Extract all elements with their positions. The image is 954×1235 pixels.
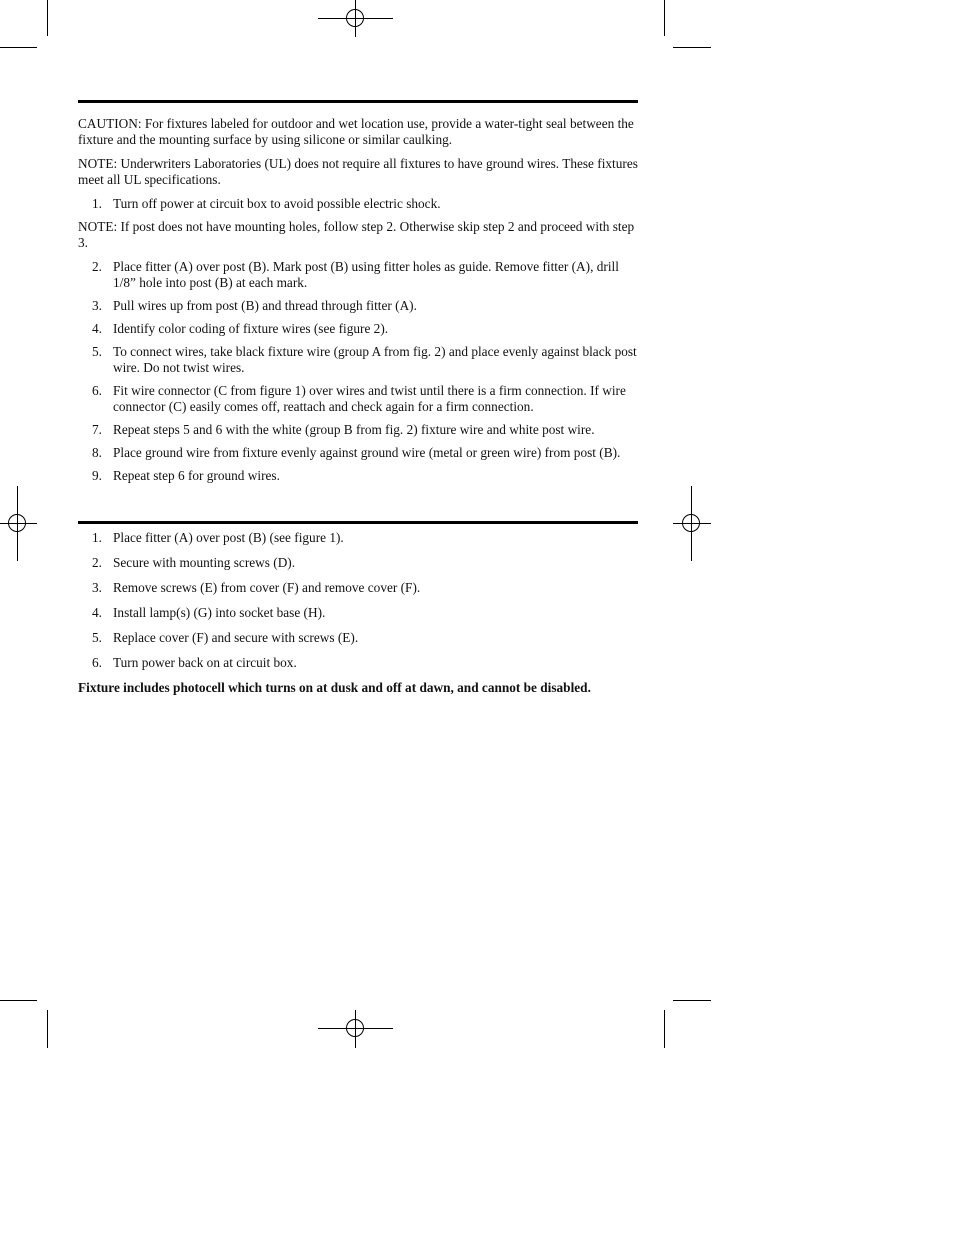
list-item [78, 321, 643, 337]
step-text: Remove screws (E) from cover (F) and remove cover (F). [113, 580, 421, 595]
step-text: To connect wires, take black fixture wire (group A from fig. 2) and place evenly against black post wire. Do not twist wires. [113, 344, 637, 375]
list-item [78, 530, 643, 546]
step-number: 9. [92, 468, 102, 483]
list-item [78, 605, 643, 621]
step-number: 8. [92, 445, 102, 460]
step-text: Turn power back on at circuit box. [113, 655, 297, 670]
list-item [78, 555, 643, 571]
crop-mark-bottom-left-vertical [47, 1010, 48, 1048]
section-rule-2 [78, 521, 638, 524]
step-text: Secure with mounting screws (D). [113, 555, 296, 570]
assembly-section [78, 530, 643, 704]
post-note-paragraph: NOTE: If post does not have mounting holes, follow step 2. Otherwise skip step 2 and proceed with step 3. [78, 219, 635, 250]
crop-mark-top-left-vertical [47, 0, 48, 36]
step-number: 5. [92, 344, 102, 359]
step-number: 1. [92, 530, 102, 545]
section-rule-1 [78, 100, 638, 103]
step-text: Fit wire connector (C from figure 1) over wires and twist until there is a firm connection. If wire connector (C) easily comes off, reattach and check again for a firm connection. [113, 383, 626, 414]
power-off-step [78, 196, 643, 212]
step-text: Repeat steps 5 and 6 with the white (group B from fig. 2) fixture wire and white post wire. [113, 422, 595, 437]
step-text: Replace cover (F) and secure with screws (E). [113, 630, 359, 645]
photocell-note: Fixture includes photocell which turns on at dusk and off at dawn, and cannot be disabled. [78, 680, 591, 695]
step-number: 3. [92, 298, 102, 313]
step-text: Place fitter (A) over post (B) (see figure 1). [113, 530, 344, 545]
list-item [78, 580, 643, 596]
step-number: 2. [92, 259, 102, 274]
ul-note-paragraph: NOTE: Underwriters Laboratories (UL) does not require all fixtures to have ground wires. These fixtures meet all UL specifications. [78, 156, 638, 187]
crop-mark-top-right-horizontal [673, 47, 711, 48]
crop-mark-bottom-right-vertical [664, 1010, 665, 1048]
wiring-steps-list [78, 259, 643, 484]
crop-mark-bottom-left-horizontal [0, 1000, 37, 1001]
step-number: 5. [92, 630, 102, 645]
list-item [78, 655, 643, 671]
step-number: 4. [92, 605, 102, 620]
step-number: 3. [92, 580, 102, 595]
list-item [78, 344, 643, 376]
crop-mark-top-right-vertical [664, 0, 665, 36]
list-item [78, 383, 643, 415]
step-text: Place ground wire from fixture evenly against ground wire (metal or green wire) from post (B). [113, 445, 621, 460]
caution-paragraph: CAUTION: For fixtures labeled for outdoor and wet location use, provide a water-tight seal between the fixture and the mounting surface by using silicone or similar caulking. [78, 116, 634, 147]
crop-mark-bottom-right-horizontal [673, 1000, 711, 1001]
step-number: 4. [92, 321, 102, 336]
step-text: Pull wires up from post (B) and thread through fitter (A). [113, 298, 417, 313]
step-number: 1. [92, 196, 102, 211]
list-item [78, 468, 643, 484]
assembly-steps-list [78, 530, 643, 671]
step-text: Install lamp(s) (G) into socket base (H). [113, 605, 326, 620]
list-item [78, 259, 643, 291]
step-number: 7. [92, 422, 102, 437]
list-item [78, 422, 643, 438]
wiring-section [78, 116, 643, 491]
step-text: Identify color coding of fixture wires (see figure 2). [113, 321, 389, 336]
step-number: 2. [92, 555, 102, 570]
list-item [78, 630, 643, 646]
list-item [78, 196, 643, 212]
step-number: 6. [92, 655, 102, 670]
list-item [78, 445, 643, 461]
crop-mark-top-left-horizontal [0, 47, 37, 48]
step-text: Place fitter (A) over post (B). Mark post (B) using fitter holes as guide. Remove fitter (A), drill 1/8” hole into post (B) at each mark. [113, 259, 619, 290]
list-item [78, 298, 643, 314]
step-text: Turn off power at circuit box to avoid possible electric shock. [113, 196, 441, 211]
step-number: 6. [92, 383, 102, 398]
step-text: Repeat step 6 for ground wires. [113, 468, 280, 483]
